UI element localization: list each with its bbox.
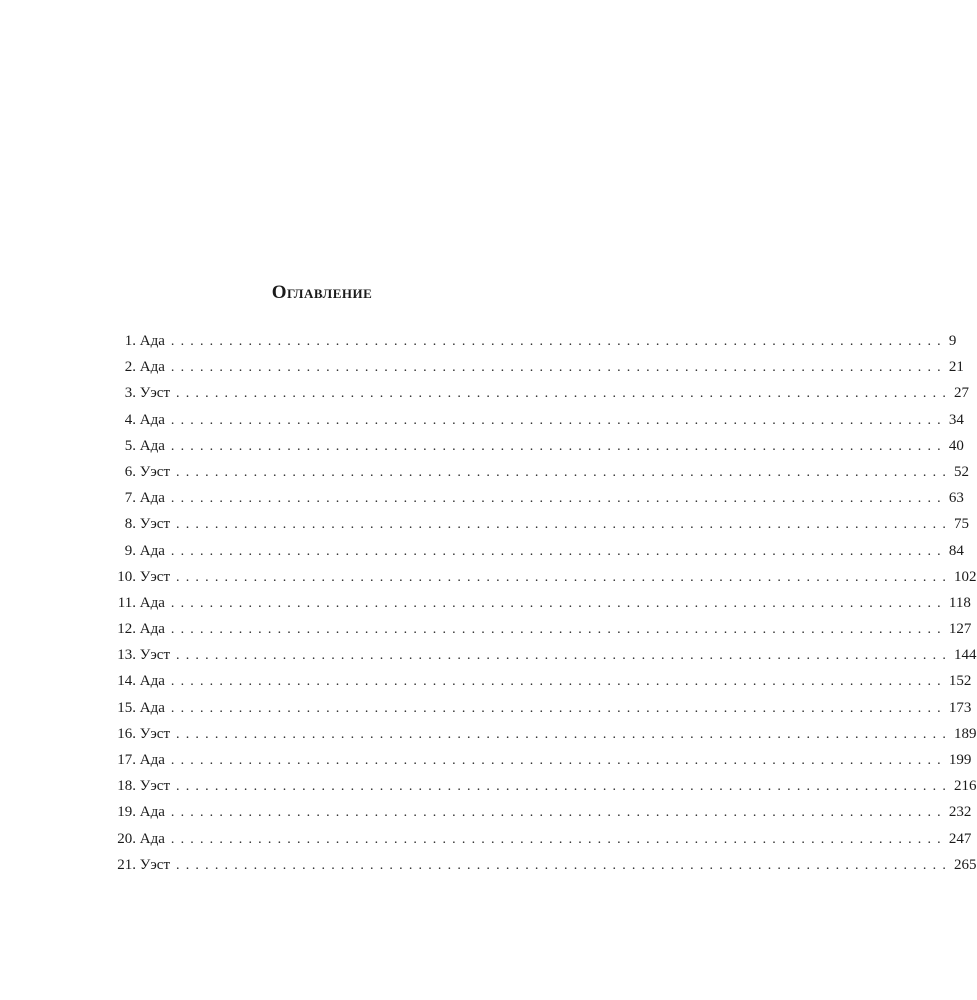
chapter-number: 7.: [124, 490, 136, 507]
page-number: 144: [954, 647, 977, 664]
toc-entry: [114, 564, 977, 590]
chapter-title: Ада: [139, 830, 165, 847]
page-number: 127: [948, 621, 972, 638]
toc-entry-label: [114, 668, 171, 694]
toc-entry-label: [114, 773, 176, 799]
toc-entry: [114, 616, 972, 642]
chapter-number: 15.: [117, 699, 136, 716]
toc-entry-label: [114, 538, 171, 564]
chapter-number: 9.: [124, 542, 136, 559]
toc-entry-label: [114, 642, 176, 668]
toc-entry: [114, 747, 972, 773]
chapter-number: 10.: [117, 568, 136, 585]
chapter-title: Уэст: [139, 856, 171, 873]
chapter-number: 5.: [124, 437, 136, 454]
chapter-title: Ада: [139, 437, 165, 454]
toc-entry: [114, 642, 977, 668]
page-number: 265: [954, 856, 977, 873]
chapter-title: Уэст: [139, 568, 171, 585]
page-number: 75: [954, 516, 970, 533]
toc-entry-label: [114, 747, 171, 773]
chapter-title: Уэст: [139, 647, 171, 664]
chapter-number: 20.: [117, 830, 136, 847]
chapter-title: Уэст: [139, 516, 171, 533]
chapter-title: Ада: [139, 411, 165, 428]
toc-entry: [114, 354, 964, 380]
dot-leader: ................................................................................: [176, 648, 953, 664]
chapter-number: 18.: [117, 778, 136, 795]
chapter-number: 13.: [117, 647, 136, 664]
toc-entry-label: [114, 616, 171, 642]
page-number: 189: [954, 725, 977, 742]
toc-entry-label: [114, 826, 171, 852]
toc-entry: [114, 668, 972, 694]
chapter-title: Уэст: [139, 778, 171, 795]
chapter-title: Ада: [139, 333, 165, 349]
toc-entry-label: [114, 721, 176, 747]
page-number: 216: [954, 778, 977, 795]
toc-entry-label: [114, 485, 171, 511]
dot-leader: ................................................................................: [176, 569, 953, 585]
dot-leader: ................................................................................: [170, 831, 947, 847]
toc-entry-label: [114, 852, 176, 878]
chapter-title: Ада: [139, 673, 165, 690]
chapter-title: Уэст: [139, 385, 171, 402]
page-number: 27: [954, 385, 970, 402]
toc-entry-label: [114, 380, 176, 406]
toc-entry: [114, 328, 957, 354]
dot-leader: ................................................................................: [170, 805, 947, 821]
dot-leader: ................................................................................: [170, 412, 947, 428]
toc-entry-label: [114, 564, 176, 590]
chapter-title: Уэст: [139, 463, 171, 480]
page-number: 40: [948, 437, 964, 454]
toc-entry: [114, 407, 964, 433]
chapter-title: Ада: [139, 542, 165, 559]
toc-entry: [114, 511, 970, 537]
page-number: 152: [948, 673, 972, 690]
toc-entry: [114, 773, 977, 799]
dot-leader: ................................................................................: [176, 726, 953, 742]
page-number: 9: [948, 333, 957, 349]
toc-entry-label: [114, 459, 176, 485]
toc-entry: [114, 852, 977, 878]
toc-entry: [114, 721, 977, 747]
dot-leader: ................................................................................: [176, 464, 953, 480]
toc-entry-label: [114, 799, 171, 825]
chapter-number: 1.: [124, 333, 136, 349]
page-number: 52: [954, 463, 970, 480]
dot-leader: ................................................................................: [176, 517, 953, 533]
page-number: 173: [948, 699, 972, 716]
page-number: 63: [948, 490, 964, 507]
toc-entry-label: [114, 407, 171, 433]
toc-entry: [114, 433, 964, 459]
chapter-number: 4.: [124, 411, 136, 428]
chapter-title: Ада: [139, 594, 165, 611]
dot-leader: ................................................................................: [170, 543, 947, 559]
chapter-title: Ада: [139, 359, 165, 376]
toc-entry-label: [114, 590, 171, 616]
chapter-number: 12.: [117, 621, 136, 638]
page-number: 232: [948, 804, 972, 821]
chapter-number: 16.: [117, 725, 136, 742]
page-number: 247: [948, 830, 972, 847]
chapter-number: 3.: [124, 385, 136, 402]
dot-leader: ................................................................................: [170, 595, 947, 611]
page-number: 34: [948, 411, 964, 428]
chapter-number: 8.: [124, 516, 136, 533]
toc-entry-label: [114, 354, 171, 380]
dot-leader: ................................................................................: [170, 438, 947, 454]
page-number: 84: [948, 542, 964, 559]
page-number: 102: [954, 568, 977, 585]
toc-entry-label: [114, 328, 171, 354]
dot-leader: ................................................................................: [170, 360, 947, 376]
dot-leader: ................................................................................: [176, 386, 953, 402]
chapter-title: Ада: [139, 804, 165, 821]
page-number: 21: [948, 359, 964, 376]
chapter-number: 11.: [117, 594, 136, 611]
page-number: 199: [948, 752, 972, 768]
toc-entry: [114, 695, 972, 721]
dot-leader: ................................................................................: [170, 700, 947, 716]
toc-title: Оглавление: [271, 282, 373, 303]
chapter-number: 19.: [117, 804, 136, 821]
chapter-title: Ада: [139, 490, 165, 507]
toc-entry: [114, 826, 972, 852]
dot-leader: ................................................................................: [170, 674, 947, 690]
chapter-number: 6.: [124, 463, 136, 480]
chapter-number: 17.: [117, 752, 136, 768]
toc-entry: [114, 380, 970, 406]
toc-entry: [114, 485, 964, 511]
toc-entry-label: [114, 433, 171, 459]
toc-entry: [114, 459, 970, 485]
chapter-number: 2.: [124, 359, 136, 376]
toc-entry: [114, 538, 964, 564]
chapter-title: Ада: [139, 621, 165, 638]
chapter-number: 21.: [117, 856, 136, 873]
chapter-title: Уэст: [139, 725, 171, 742]
dot-leader: ................................................................................: [176, 779, 953, 795]
page-number: 118: [948, 594, 971, 611]
dot-leader: ................................................................................: [170, 334, 947, 349]
dot-leader: ................................................................................: [170, 491, 947, 507]
chapter-title: Ада: [139, 752, 165, 768]
dot-leader: ................................................................................: [176, 857, 953, 873]
toc-list: [114, 328, 977, 878]
toc-entry-label: [114, 511, 176, 537]
dot-leader: ................................................................................: [170, 753, 947, 768]
toc-entry-label: [114, 695, 171, 721]
chapter-title: Ада: [139, 699, 165, 716]
chapter-number: 14.: [117, 673, 136, 690]
toc-entry: [114, 799, 972, 825]
toc-entry: [114, 590, 971, 616]
dot-leader: ................................................................................: [170, 622, 947, 638]
